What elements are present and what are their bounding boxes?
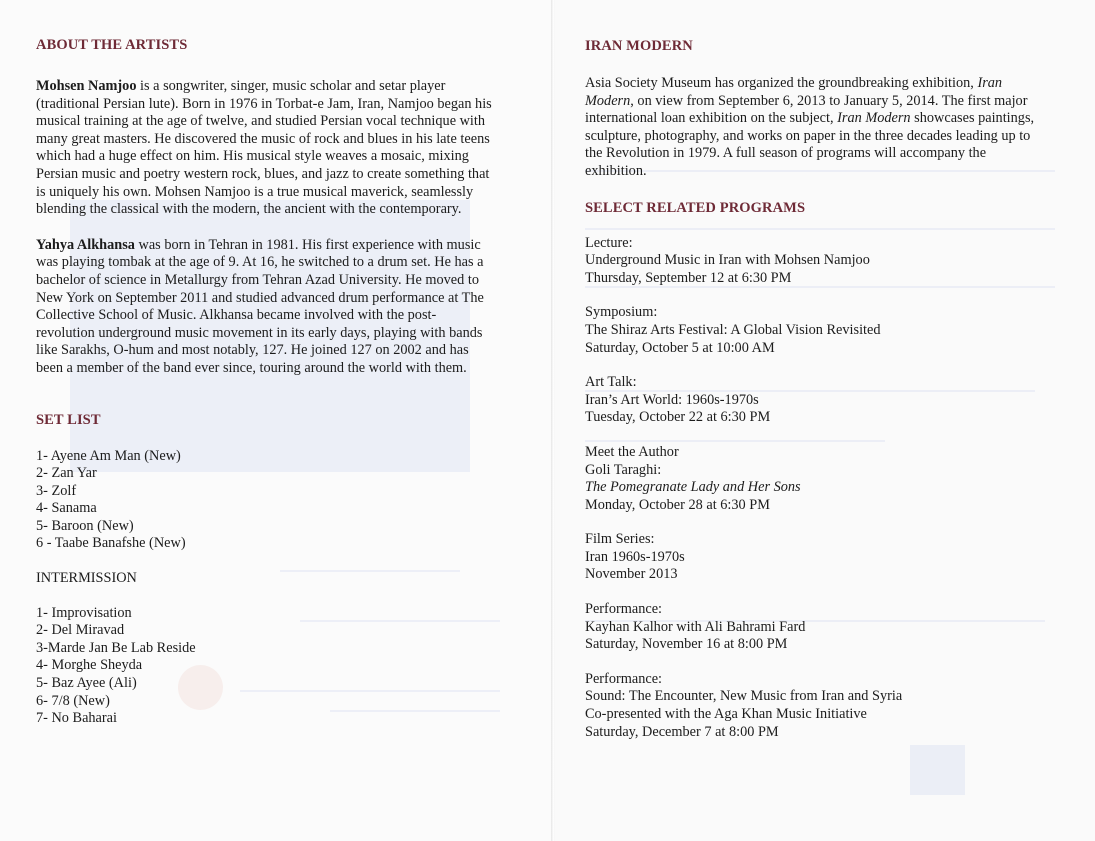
- program-performance-encounter: Performance: Sound: The Encounter, New Music from Iran and Syria Co-presented with the Aga Khan Music Initiative Saturday, December 7 at 8:00 PM: [585, 670, 903, 740]
- program-art-talk: Art Talk: Iran’s Art World: 1960s-1970s Tuesday, October 22 at 6:30 PM: [585, 374, 771, 426]
- program-meet-the-author: Meet the Author Goli Taraghi: The Pomegranate Lady and Her Sons Monday, October 28 at 6:30 PM: [585, 443, 801, 513]
- related-programs-heading: SELECT RELATED PROGRAMS: [585, 199, 806, 216]
- program-lecture: Lecture: Underground Music in Iran with Mohsen Namjoo Thursday, September 12 at 6:30 PM: [585, 234, 870, 286]
- left-content: [0, 0, 536, 728]
- iran-modern-heading: IRAN MODERN: [585, 38, 693, 54]
- set-list-item: 6- 7/8 (New): [36, 692, 110, 709]
- set-list-part-1: [36, 448, 536, 554]
- set-list-item: 4- Sanama: [36, 500, 97, 517]
- program-film-series: Film Series: Iran 1960s-1970s November 2013: [585, 531, 685, 583]
- about-artists-heading: ABOUT THE ARTISTS: [36, 37, 188, 53]
- artist-name-namjoo: Mohsen Namjoo: [36, 78, 137, 94]
- program-performance-kalhor: Performance: Kayhan Kalhor with Ali Bahrami Fard Saturday, November 16 at 8:00 PM: [585, 601, 806, 653]
- artist-bio-alkhansa: Yahya Alkhansa was born in Tehran in 1981. His first experience with music was playing tombak at the age of 9. At 16, he switched to a drum set. He has a bachelor of science in Metallurgy from Tehran Azad University. He moved to New York on September 2011 and studied advanced drum performance at The Collective School of Music. Alkhansa became involved with the post- revolution underground music movement in its early days, playing with bands like Sarakhs, O-hum and most notably, 127. He joined 127 on 2002 and has been a member of the band ever since, touring around the world with them.: [36, 236, 484, 376]
- set-list-item: 1- Ayene Am Man (New): [36, 447, 181, 464]
- iran-modern-description: Asia Society Museum has organized the groundbreaking exhibition, Iran Modern, on view from September 6, 2013 to January 5, 2014. The first major international loan exhibition on the subject, Iran Modern showcases paintings, sculpture, photography, and works on paper in the three decades leading up to the Revolution in 1979. A full season of programs will accompany the exhibition.: [585, 75, 1035, 179]
- set-list-heading: SET LIST: [36, 411, 101, 428]
- right-page: [555, 0, 1095, 841]
- set-list-item: 1- Improvisation: [36, 604, 132, 621]
- artist-bio-namjoo: Mohsen Namjoo is a songwriter, singer, music scholar and setar player (traditional Persian lute). Born in 1976 in Torbat-e Jam, Iran, Namjoo began his musical training at the age of twelve, and studied Persian vocal technique with many great masters. He discovered the music of rock and blues in his late teens which had a huge effect on him. His musical style weaves a mosaic, mixing Persian music and poetry western rock, blues, and jazz to create something that is uniquely his own. Mohsen Namjoo is a true musical maverick, seamlessly blending the classical with the modern, the ancient with the contemporary.: [36, 78, 492, 218]
- set-list-item: 2- Del Miravad: [36, 622, 125, 639]
- set-list-item: 4- Morghe Sheyda: [36, 657, 143, 674]
- set-list-item: 3-Marde Jan Be Lab Reside: [36, 639, 196, 656]
- program-symposium: Symposium: The Shiraz Arts Festival: A Global Vision Revisited Saturday, October 5 at 10:00 AM: [585, 304, 881, 356]
- set-list-item: 7- No Baharai: [36, 710, 117, 727]
- right-content: [555, 0, 1085, 758]
- artist-name-alkhansa: Yahya Alkhansa: [36, 236, 135, 253]
- set-list-item: 3- Zolf: [36, 482, 77, 499]
- set-list-part-2: [36, 605, 536, 728]
- intermission-label: INTERMISSION: [36, 570, 137, 587]
- set-list-item: 5- Baroon (New): [36, 517, 134, 534]
- set-list-item: 5- Baz Ayee (Ali): [36, 675, 137, 692]
- set-list-item: 2- Zan Yar: [36, 465, 97, 482]
- set-list-item: 6 - Taabe Banafshe (New): [36, 535, 186, 552]
